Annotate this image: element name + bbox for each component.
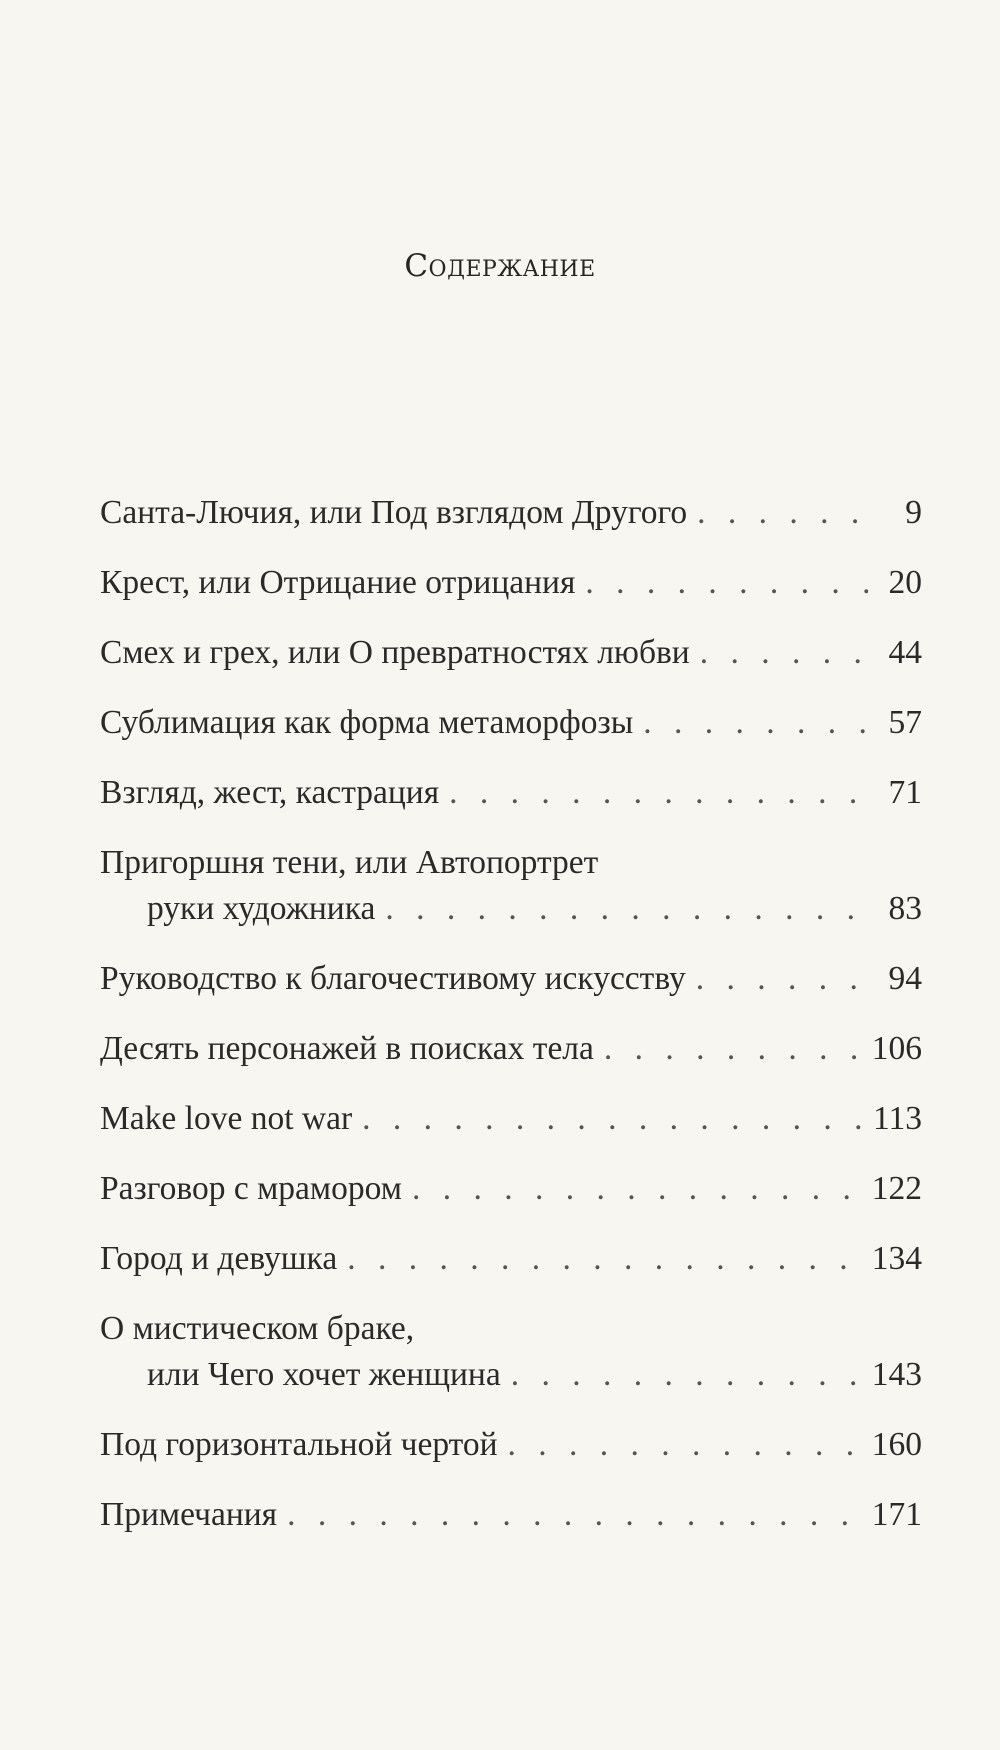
toc-entry-title: Взгляд, жест, кастрация [100,774,440,811]
dot-leader [277,1492,868,1538]
toc-entry-continuation [100,1352,922,1398]
dot-leader [375,886,868,932]
toc-entry [100,490,922,536]
toc-entry-title: О мистическом браке, [100,1310,415,1347]
toc-entry-title: Под горизонтальной чертой [100,1426,498,1463]
dot-leader [633,700,868,746]
dot-leader [690,630,868,676]
toc-entry-page: 160 [871,1426,922,1463]
toc-entry-page: 171 [871,1496,922,1533]
toc-entry-page: 9 [905,494,922,531]
dot-leader [337,1236,868,1282]
toc-entry [100,630,922,676]
toc-entry-page: 57 [888,704,922,741]
toc-entry-first-line [100,840,922,886]
toc-entry-title: Смех и грех, или О превратностях любви [100,634,690,671]
toc-entry [100,700,922,746]
toc-entry-page: 71 [888,774,922,811]
toc-heading: Содержание [404,248,596,284]
dot-leader [501,1352,868,1398]
toc-entry [100,1306,922,1398]
toc-entry-page: 94 [888,960,922,997]
toc-entry-page: 122 [871,1170,922,1207]
dot-leader [594,1026,868,1072]
dot-leader [686,956,868,1002]
toc-entry-title: Пригоршня тени, или Автопортрет [100,844,599,881]
toc-entry-page: 20 [888,564,922,601]
toc-entry-title: Сублимация как форма метаморфозы [100,704,634,741]
toc-entry-title: Руководство к благочестивому искусству [100,960,686,997]
toc-entry-title: Санта-Лючия, или Под взглядом Другого [100,494,688,531]
toc-entry-page: 143 [871,1356,922,1393]
dot-leader [352,1096,868,1142]
toc-entry [100,840,922,932]
toc-entry-title: Разговор с мрамором [100,1170,402,1207]
toc-entry-page: 113 [872,1100,922,1137]
toc-entry-first-line [100,1306,922,1352]
toc-entry [100,956,922,1002]
toc-entry-continuation [100,886,922,932]
toc-entry [100,560,922,606]
toc-entry-page: 44 [888,634,922,671]
toc-entry [100,1236,922,1282]
toc-entry [100,1166,922,1212]
dot-leader [439,770,868,816]
toc-entry [100,1026,922,1072]
toc-entry-page: 106 [871,1030,922,1067]
toc-entry-page: 134 [871,1240,922,1277]
table-of-contents [100,490,922,1562]
dot-leader [575,560,868,606]
dot-leader [498,1422,868,1468]
toc-entry-title: Крест, или Отрицание отрицания [100,564,576,601]
toc-entry [100,1422,922,1468]
toc-entry-title-continued: или Чего хочет женщина [147,1356,501,1393]
toc-entry-title: Город и девушка [100,1240,338,1277]
toc-entry [100,1096,922,1142]
toc-entry-title: Примечания [100,1496,278,1533]
toc-entry-title-continued: руки художника [147,890,376,927]
dot-leader [687,490,868,536]
toc-entry [100,1492,922,1538]
toc-entry-title: Make love not war [100,1100,353,1137]
toc-entry-page: 83 [888,890,922,927]
toc-entry-title: Десять персонажей в поисках тела [100,1030,594,1067]
dot-leader [402,1166,868,1212]
toc-entry [100,770,922,816]
